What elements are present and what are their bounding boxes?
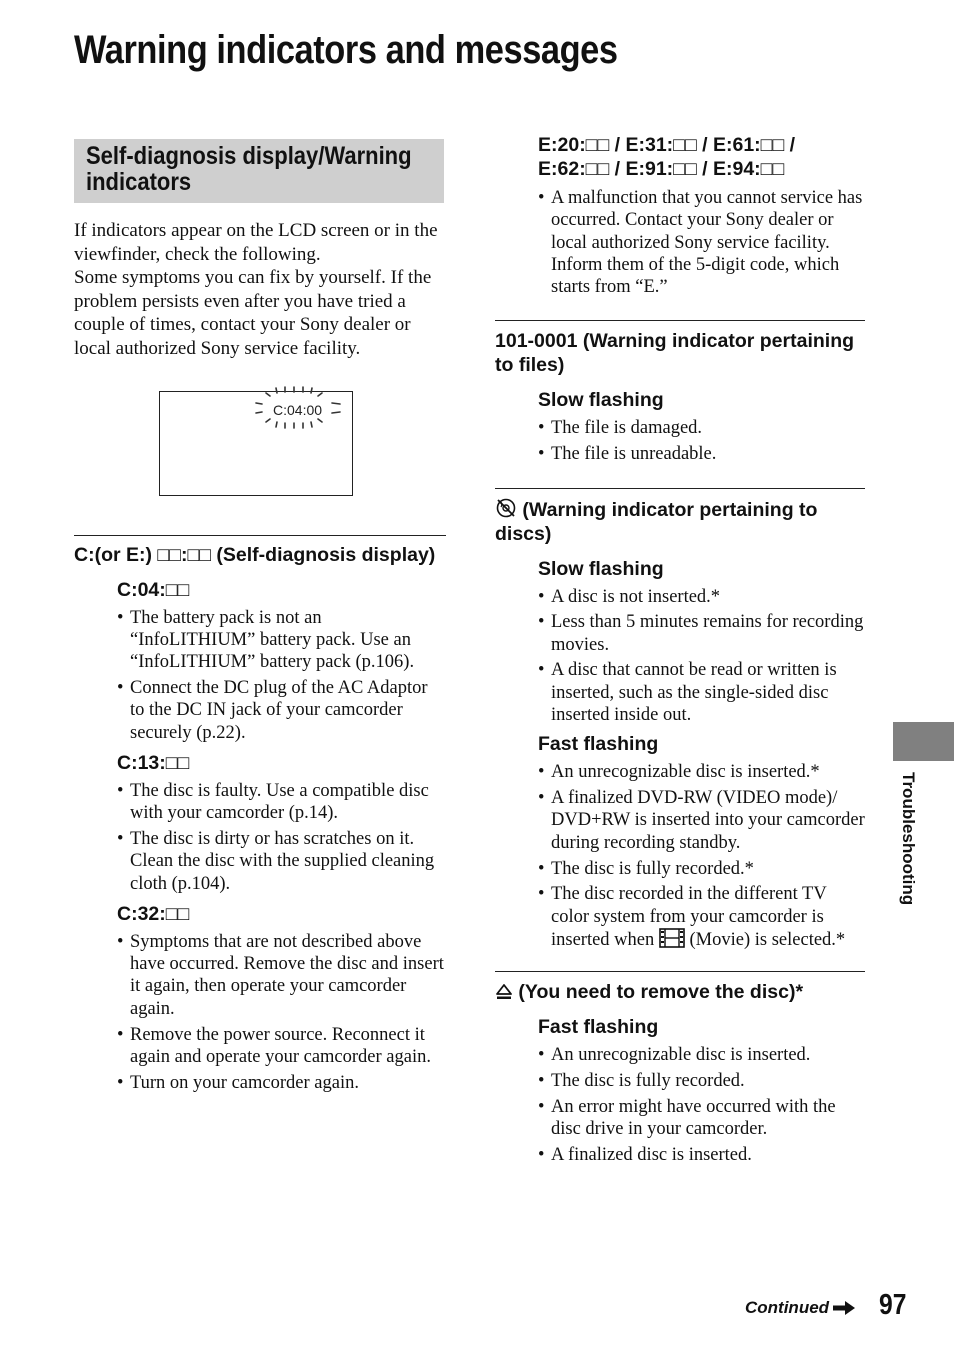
- list-item: • A malfunction that you cannot service has occurred. Contact your Sony dealer or local authorized Sony service facility. Inform them of the 5-digit code, which starts from “E.”: [538, 187, 865, 298]
- remove-fast-flashing-label: Fast flashing: [538, 1016, 659, 1039]
- page-number: 97: [879, 1289, 907, 1321]
- intro-paragraph-1: If indicators appear on the LCD screen or in the viewfinder, check the following.: [74, 220, 438, 265]
- discs-slow-list: [538, 586, 865, 727]
- divider: [495, 488, 865, 489]
- lcd-screen-example: [159, 391, 353, 496]
- list-item: • A finalized disc is inserted.: [538, 1144, 865, 1166]
- error-codes-line1: E:20:□□ / E:31:□□ / E:61:□□ /: [538, 134, 796, 156]
- arrow-right-icon: [832, 1300, 856, 1316]
- self-diagnosis-heading: C:(or E:) □□:□□ (Self-diagnosis display): [74, 543, 436, 566]
- list-item: • A disc that cannot be read or written is inserted, such as the single-sided disc inserted inside out.: [538, 659, 865, 726]
- list-item: • The file is damaged.: [538, 417, 865, 439]
- section-heading-box: [74, 139, 444, 203]
- movie-film-icon: [659, 928, 685, 948]
- continued-label: Continued: [745, 1298, 830, 1317]
- code-c13-label: C:13:□□: [117, 751, 190, 774]
- continued-indicator: [745, 1298, 856, 1318]
- list-item: • Remove the power source. Reconnect it again and operate your camcorder again.: [117, 1024, 446, 1069]
- list-item: • Connect the DC plug of the AC Adaptor to the DC IN jack of your camcorder securely (p.22).: [117, 677, 446, 744]
- list-item: • The battery pack is not an “InfoLITHIUM” battery pack. Use an “InfoLITHIUM” battery pack (p.106).: [117, 607, 446, 674]
- list-item: • Turn on your camcorder again.: [117, 1072, 446, 1094]
- list-item: • The disc is faulty. Use a compatible disc with your camcorder (p.14).: [117, 780, 446, 825]
- left-column: [74, 219, 446, 1097]
- discs-fast-flashing-label: Fast flashing: [538, 733, 659, 756]
- list-item: • A finalized DVD-RW (VIDEO mode)/ DVD+RW is inserted into your camcorder during recording standby.: [538, 787, 865, 854]
- divider: [495, 320, 865, 321]
- eject-icon: [495, 983, 513, 1001]
- error-codes-line2: E:62:□□ / E:91:□□ / E:94:□□: [538, 158, 785, 180]
- discs-warning-heading-text: (Warning indicator pertaining to discs): [495, 498, 818, 545]
- remove-disc-heading: [495, 980, 865, 1004]
- intro-paragraph-2: Some symptoms you can fix by yourself. If the problem persists even after you have tried a couple of times, contact your Sony dealer or local authorized Sony service facility.: [74, 267, 432, 359]
- code-c32-label: C:32:□□: [117, 902, 190, 925]
- list-item: • The file is unreadable.: [538, 443, 865, 465]
- lcd-error-code: C:04:00: [273, 401, 323, 418]
- section-side-label: Troubleshooting: [899, 772, 918, 906]
- list-item: • A disc is not inserted.*: [538, 586, 865, 608]
- error-codes-list: [538, 187, 865, 298]
- list-item: • An unrecognizable disc is inserted.: [538, 1044, 865, 1066]
- code-c04-label: C:04:□□: [117, 578, 190, 601]
- section-heading-line1: Self-diagnosis display/Warning: [86, 142, 412, 170]
- divider: [495, 971, 865, 972]
- discs-slow-flashing-label: Slow flashing: [538, 557, 664, 580]
- discs-fast-list: [538, 761, 865, 951]
- code-c04-list: [117, 607, 446, 744]
- right-column: [495, 133, 865, 1170]
- section-thumb-tab: [893, 722, 954, 761]
- list-item: • An error might have occurred with the disc drive in your camcorder.: [538, 1096, 865, 1141]
- no-disc-icon: [495, 497, 517, 519]
- remove-fast-list: [538, 1044, 865, 1166]
- discs-warning-heading: [495, 497, 865, 546]
- files-slow-list: [538, 417, 865, 465]
- code-c13-list: [117, 780, 446, 895]
- divider: [74, 535, 446, 536]
- files-warning-heading: 101-0001 (Warning indicator pertaining to files): [495, 330, 855, 377]
- list-item: • An unrecognizable disc is inserted.*: [538, 761, 865, 783]
- page-title: Warning indicators and messages: [74, 28, 618, 72]
- error-codes-label: [538, 133, 865, 181]
- list-item: • Less than 5 minutes remains for recording movies.: [538, 611, 865, 656]
- list-item: • The disc is fully recorded.*: [538, 858, 865, 880]
- list-item: • The disc is fully recorded.: [538, 1070, 865, 1092]
- list-item-text: The disc recorded in the different TV color system from your camcorder is inserted when: [551, 884, 827, 950]
- list-item: • The disc is dirty or has scratches on it. Clean the disc with the supplied cleaning cloth (p.104).: [117, 828, 446, 895]
- files-slow-flashing-label: Slow flashing: [538, 389, 664, 412]
- list-item: • Symptoms that are not described above have occurred. Remove the disc and insert it again, then operate your camcorder again.: [117, 931, 446, 1020]
- list-item: [538, 883, 865, 951]
- list-item-text: (Movie) is selected.*: [689, 929, 846, 950]
- remove-disc-heading-text: (You need to remove the disc)*: [518, 981, 804, 1004]
- section-heading-line2: indicators: [86, 168, 192, 196]
- code-c32-list: [117, 931, 446, 1094]
